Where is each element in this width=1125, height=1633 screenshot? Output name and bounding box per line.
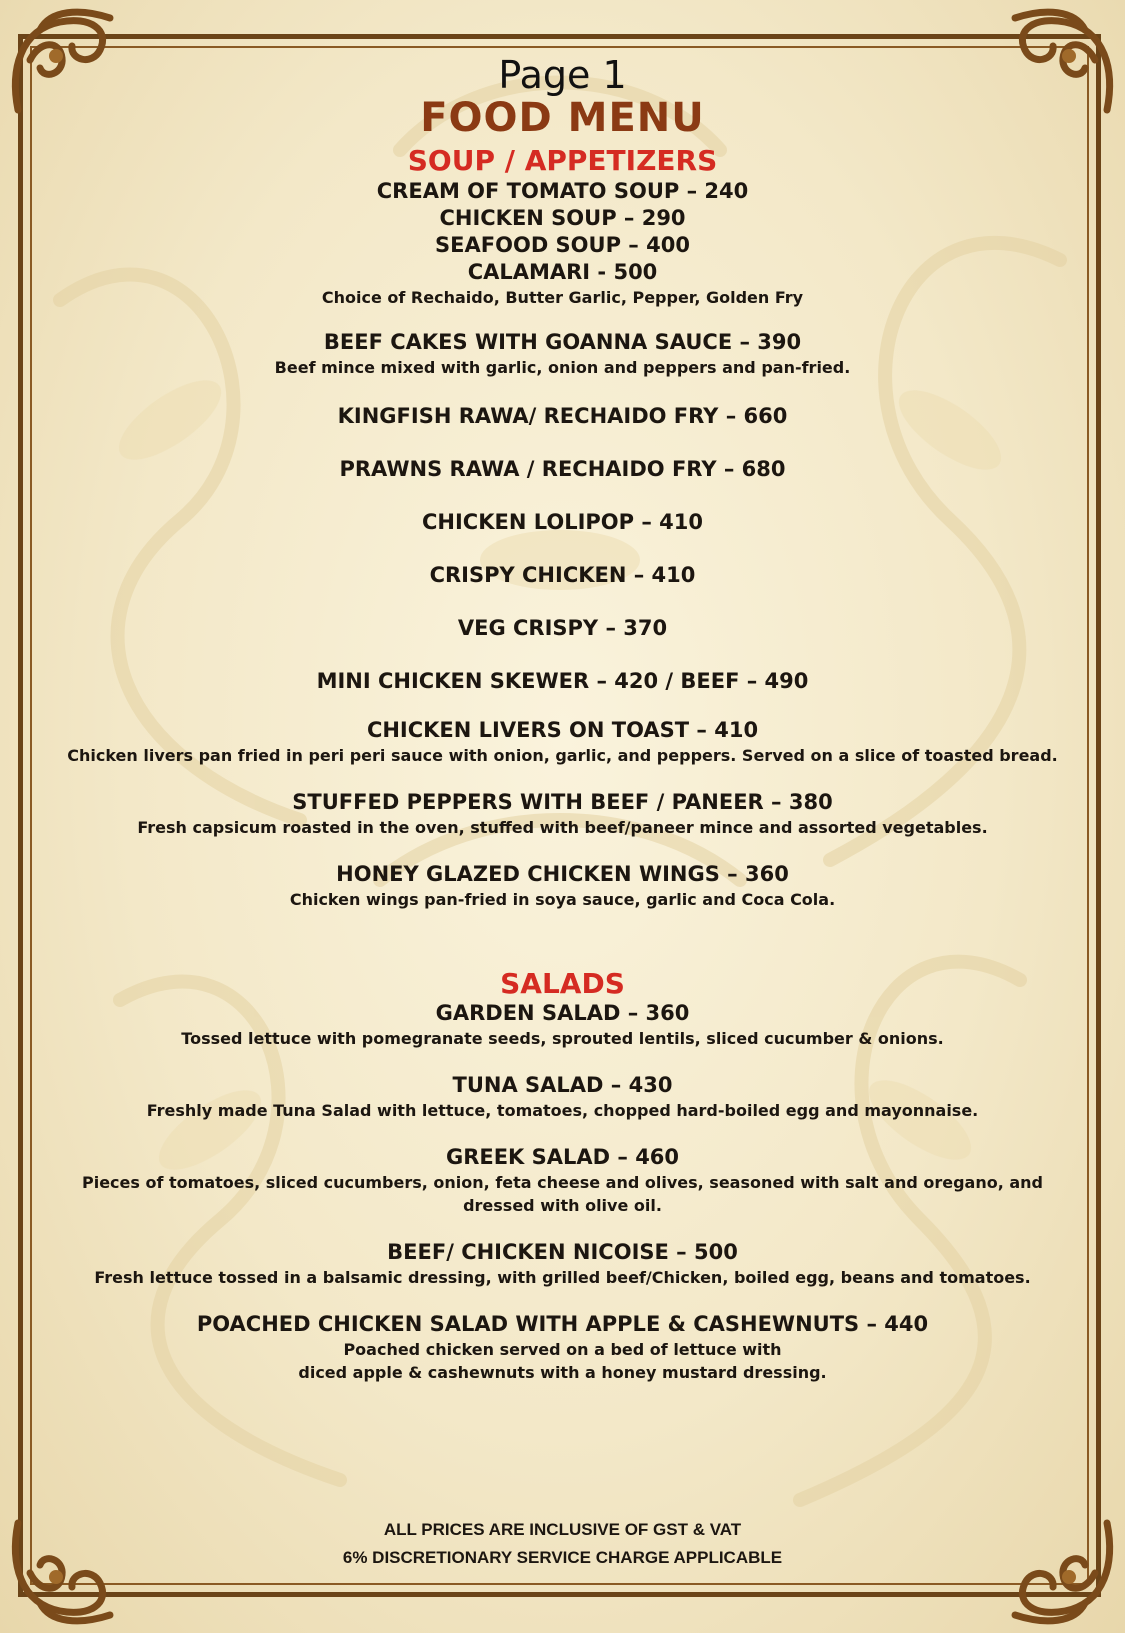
price-footer [60,1516,1065,1572]
menu-item-description: Freshly made Tuna Salad with lettuce, tomatoes, chopped hard-boiled egg and mayonnaise. [146,1101,979,1121]
menu-item-title: BEEF CAKES WITH GOANNA SAUCE – 390 [323,329,802,354]
menu-item-description: Fresh capsicum roasted in the oven, stuffed with beef/paneer mince and assorted vegetables. [137,817,988,837]
menu-item-title: HONEY GLAZED CHICKEN WINGS – 360 [336,861,789,886]
menu-item-title: SEAFOOD SOUP – 400 [435,232,690,257]
menu-item-title: CHICKEN LOLIPOP – 410 [422,509,703,534]
section-title-salads: SALADS [500,966,625,1000]
menu-item-title: CRISPY CHICKEN – 410 [429,562,696,587]
menu-content [60,53,1065,1384]
menu-item-title: CHICKEN LIVERS ON TOAST – 410 [366,717,759,742]
menu-item-title: CALAMARI - 500 [467,259,658,284]
menu-title: FOOD MENU [420,95,705,141]
footer-gst-note: ALL PRICES ARE INCLUSIVE OF GST & VAT [383,1520,742,1539]
menu-item-description: Poached chicken served on a bed of lettuce with [343,1340,782,1360]
page-label: Page 1 [498,53,627,97]
menu-item-description: Chicken livers pan fried in peri peri sauce with onion, garlic, and peppers. Served on a slice of toasted bread. [67,745,1058,765]
menu-item-title: PRAWNS RAWA / RECHAIDO FRY – 680 [339,456,786,481]
menu-item-title: TUNA SALAD – 430 [452,1073,673,1098]
menu-item-title: VEG CRISPY – 370 [457,615,668,640]
section-title-soup: SOUP / APPETIZERS [407,144,718,177]
menu-item-description: Beef mince mixed with garlic, onion and peppers and pan-fried. [274,357,851,377]
menu-item-title: KINGFISH RAWA/ RECHAIDO FRY – 660 [337,403,788,428]
footer-service-charge-note: 6% DISCRETIONARY SERVICE CHARGE APPLICABLE [342,1548,783,1567]
menu-item-title: BEEF/ CHICKEN NICOISE – 500 [387,1240,738,1265]
menu-item-title: POACHED CHICKEN SALAD WITH APPLE & CASHEWNUTS – 440 [196,1312,929,1337]
menu-item-title: CHICKEN SOUP – 290 [439,205,686,230]
menu-item-description: Tossed lettuce with pomegranate seeds, sprouted lentils, sliced cucumber & onions. [181,1029,944,1049]
menu-item-title: CREAM OF TOMATO SOUP – 240 [376,178,749,203]
menu-item-description: diced apple & cashewnuts with a honey mustard dressing. [298,1363,827,1383]
menu-item-description: Choice of Rechaido, Butter Garlic, Pepper, Golden Fry [321,287,804,307]
menu-item-title: GREEK SALAD – 460 [445,1145,680,1170]
menu-item-title: STUFFED PEPPERS WITH BEEF / PANEER – 380 [292,789,833,814]
menu-item-title: GARDEN SALAD – 360 [435,1001,690,1026]
menu-item-description: Pieces of tomatoes, sliced cucumbers, onion, feta cheese and olives, seasoned with salt and oregano, and dressed with olive oil. [81,1173,1044,1216]
menu-item-title: MINI CHICKEN SKEWER – 420 / BEEF – 490 [316,668,809,693]
menu-item-description: Fresh lettuce tossed in a balsamic dressing, with grilled beef/Chicken, boiled egg, beans and tomatoes. [94,1268,1031,1288]
menu-item-description: Chicken wings pan-fried in soya sauce, garlic and Coca Cola. [289,889,836,909]
